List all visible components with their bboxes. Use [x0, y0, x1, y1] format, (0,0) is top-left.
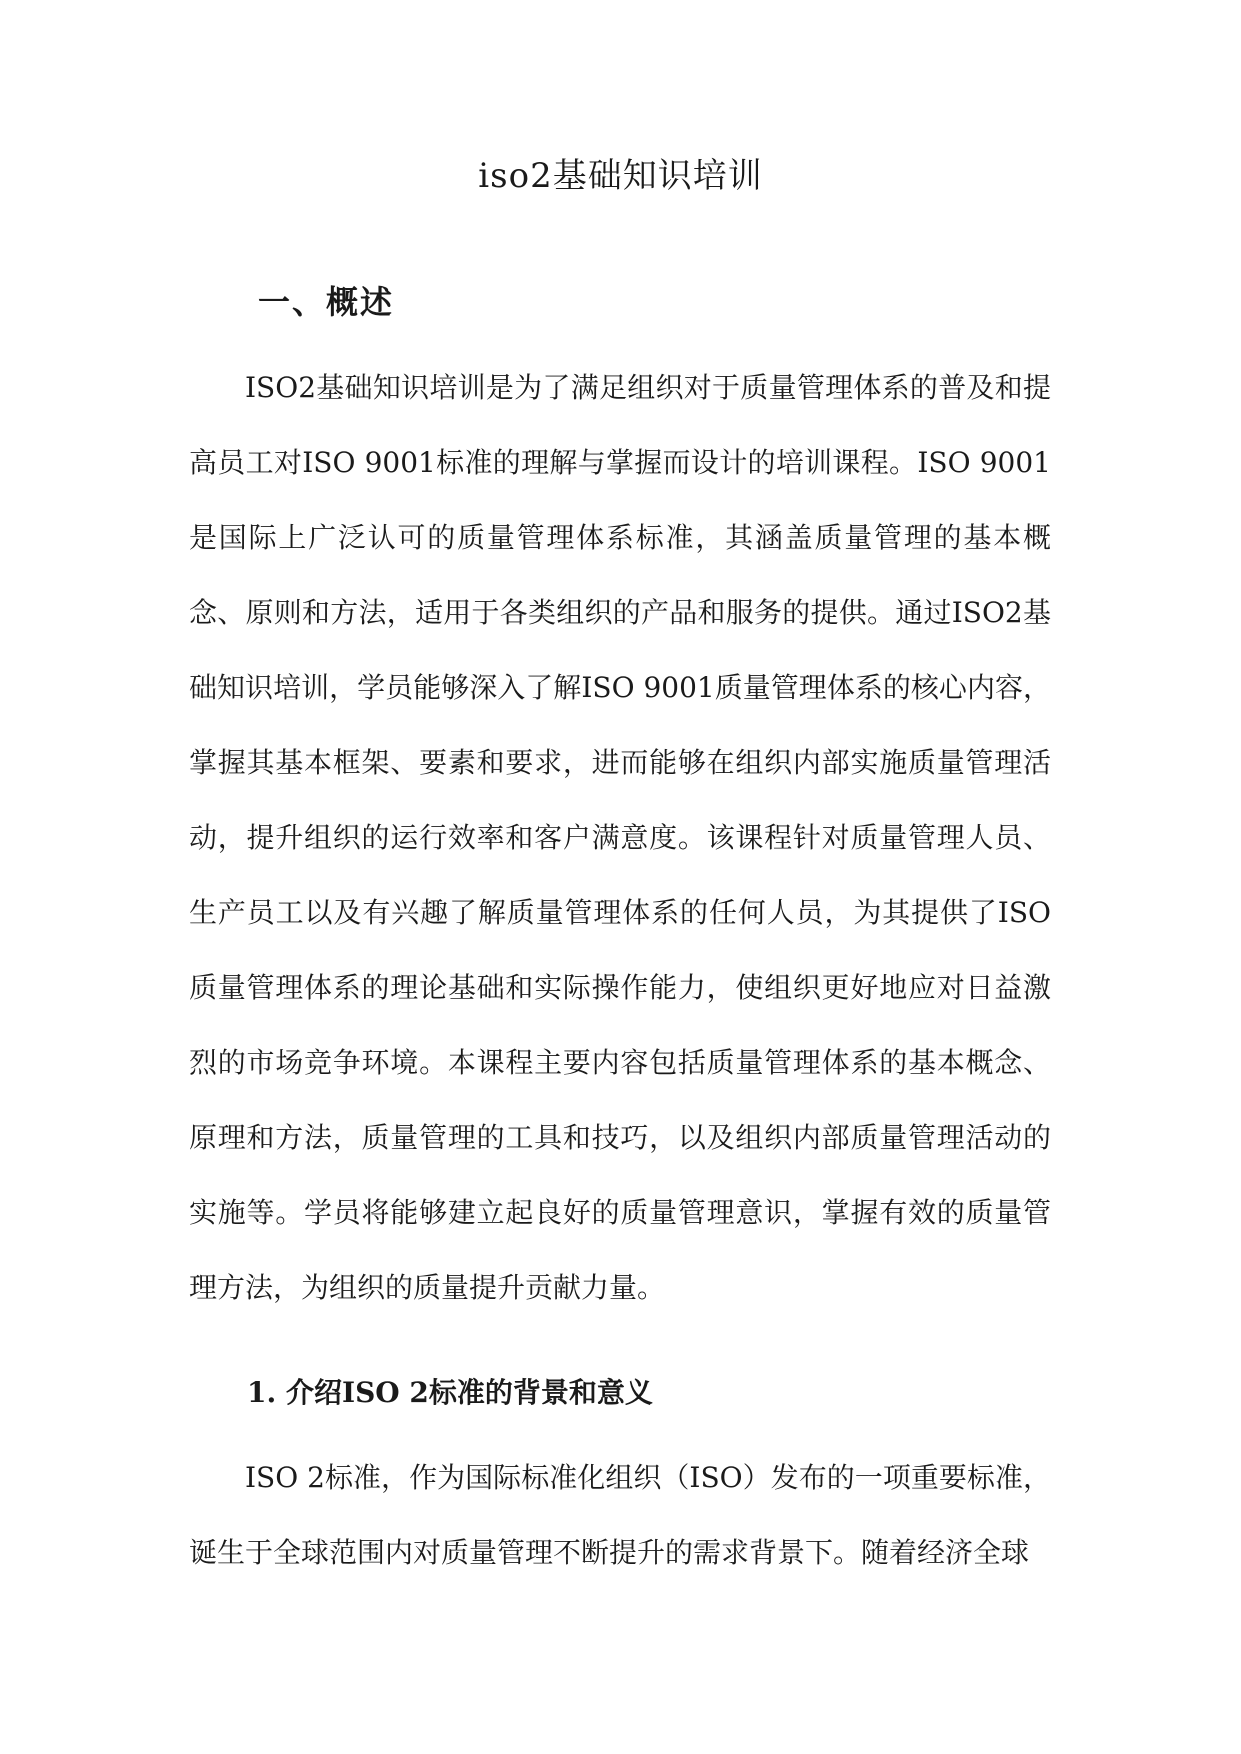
overview-paragraph: ISO2基础知识培训是为了满足组织对于质量管理体系的普及和提高员工对ISO 9001标准的理解与掌握而设计的培训课程。ISO 9001是国际上广泛认可的质量管理体系标准，其涵盖质量管理的基本概念、原则和方法，适用于各类组织的产品和服务的提供。通过ISO2基础知识培训，学员能够深入了解ISO 9001质量管理体系的核心内容，掌握其基本框架、要素和要求，进而能够在组织内部实施质量管理活动，提升组织的运行效率和客户满意度。该课程针对质量管理人员、生产员工以及有兴趣了解质量管理体系的任何人员，为其提供了ISO质量管理体系的理论基础和实际操作能力，使组织更好地应对日益激烈的市场竞争环境。本课程主要内容包括质量管理体系的基本概念、原理和方法，质量管理的工具和技巧，以及组织内部质量管理活动的实施等。学员将能够建立起良好的质量管理意识，掌握有效的质量管理方法，为组织的质量提升贡献力量。: [189, 371, 1051, 1304]
subsection-heading-iso2-background: 1. 介绍ISO 2标准的背景和意义: [247, 1376, 653, 1409]
iso2-background-paragraph: ISO 2标准，作为国际标准化组织（ISO）发布的一项重要标准，诞生于全球范围内对质量管理不断提升的需求背景下。随着经济全球: [189, 1461, 1051, 1569]
section-heading-overview: 一、概述: [258, 283, 395, 321]
document-title: iso2基础知识培训: [478, 156, 763, 196]
